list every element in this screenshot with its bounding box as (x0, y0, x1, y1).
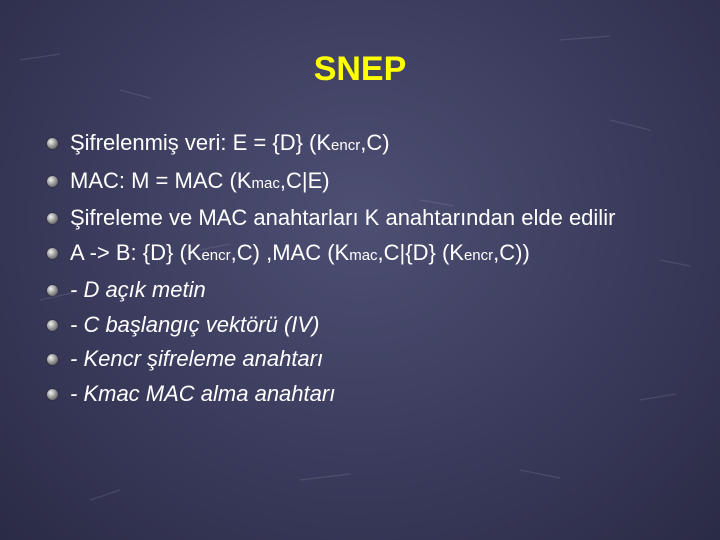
subscript-text: mac (251, 174, 280, 192)
bullet-icon (47, 138, 58, 149)
bullet-item (44, 277, 704, 303)
bullet-item (44, 168, 704, 197)
bullet-text: MAC: M = MAC (K (70, 167, 252, 193)
bullet-text: Şifrelenmiş veri: E = {D} (K (70, 130, 332, 155)
bullet-icon (47, 320, 58, 331)
bullet-icon (47, 285, 58, 296)
bullet-text: - C başlangıç vektörü (IV) (70, 311, 320, 337)
slide-title: SNEP (313, 50, 407, 88)
bullet-icon (47, 354, 58, 365)
bullet-text: - Kencr şifreleme anahtarı (70, 346, 324, 371)
bullet-item (44, 381, 704, 407)
subscript-text: encr (331, 137, 361, 154)
bullet-text: - Kmac MAC alma anahtarı (70, 380, 336, 406)
bullet-icon (47, 213, 58, 224)
bullet-text: ,C) (360, 130, 390, 155)
bullet-item (44, 205, 704, 231)
bullet-text: ,C)) (493, 239, 530, 265)
bullet-item (44, 130, 704, 159)
subscript-text: encr (463, 246, 494, 264)
subscript-text: encr (201, 246, 231, 264)
bullet-list (44, 130, 704, 415)
bullet-text: ,C|{D} (K (377, 239, 464, 265)
bullet-item (44, 240, 704, 269)
bullet-item (44, 346, 704, 372)
bullet-icon (47, 248, 58, 259)
bullet-icon (47, 389, 58, 400)
bullet-icon (47, 176, 58, 187)
bullet-text: Şifreleme ve MAC anahtarları K anahtarından elde edilir (70, 205, 616, 230)
subscript-text: mac (349, 246, 378, 264)
bullet-text: A -> B: {D} (K (70, 239, 202, 265)
bullet-text: ,C|E) (279, 167, 330, 193)
bullet-text: - D açık metin (70, 277, 206, 302)
bullet-item (44, 312, 704, 338)
bullet-text: ,C) ,MAC (K (230, 239, 350, 265)
